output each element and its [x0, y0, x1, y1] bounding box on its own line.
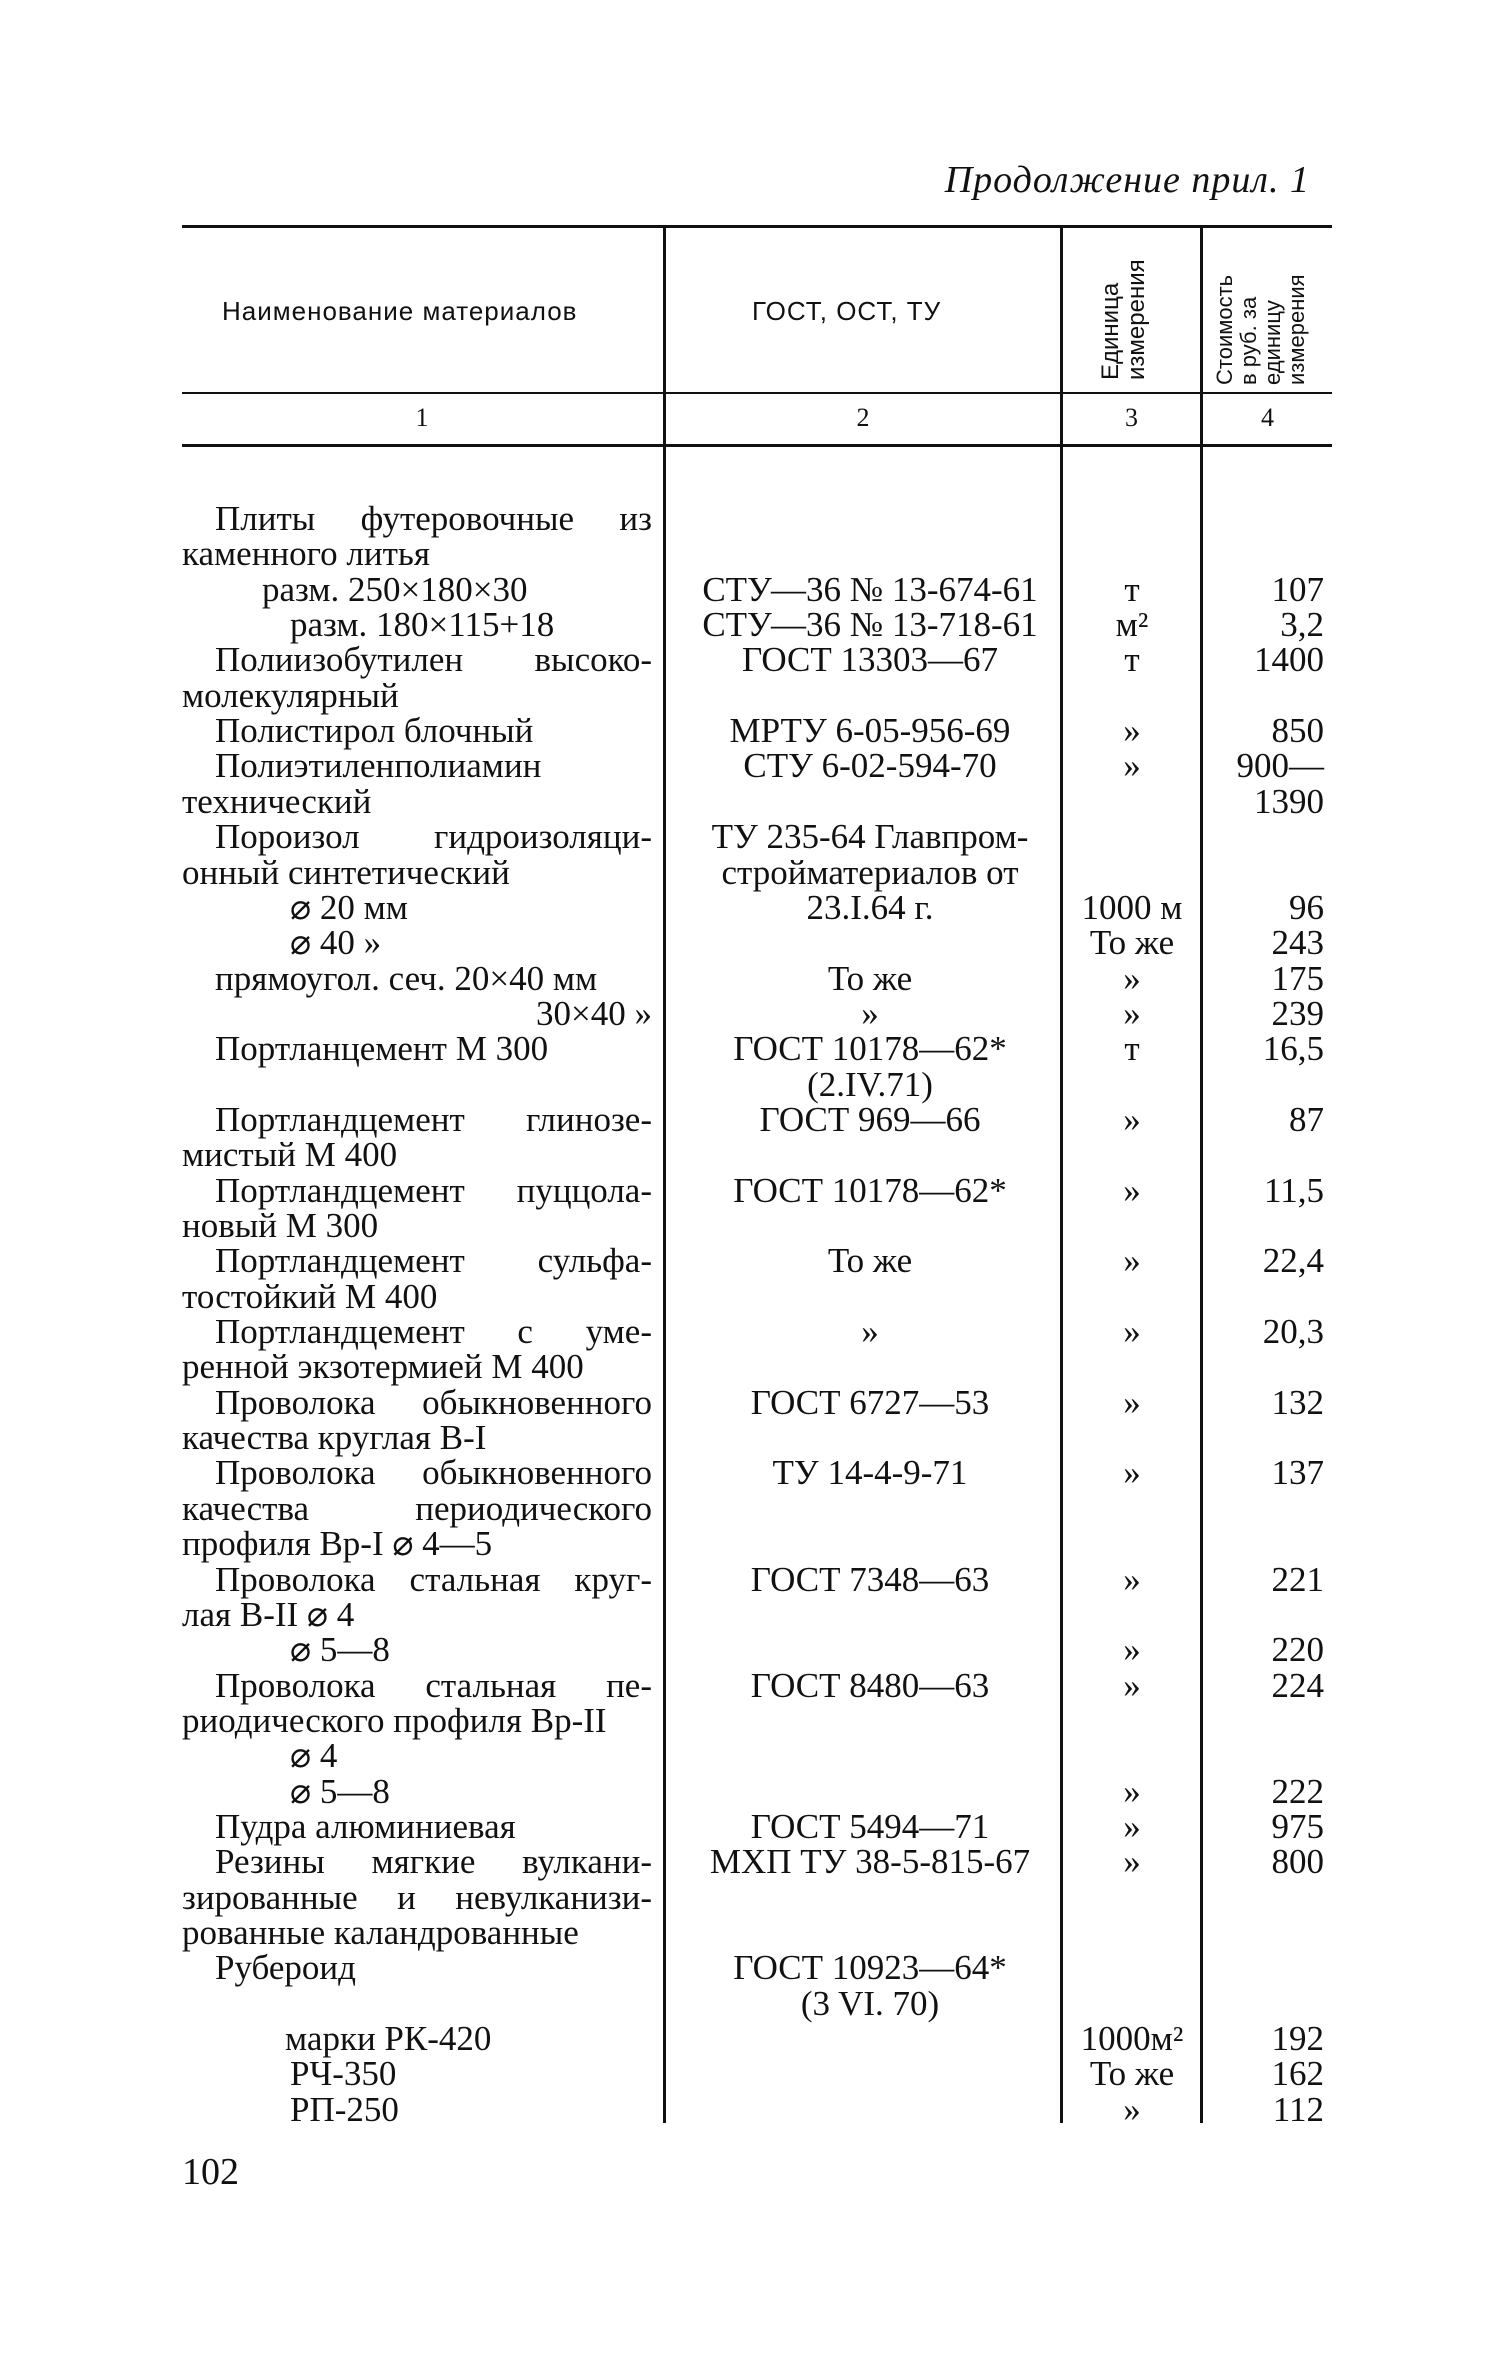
- standard-code: »: [861, 1312, 879, 1352]
- standard-code: МРТУ 6-05-956-69: [729, 711, 1011, 751]
- standard-code: ГОСТ 969—66: [759, 1099, 981, 1139]
- material-name: ренной экзотермией М 400: [182, 1347, 584, 1387]
- unit-of-measure: »: [1123, 1241, 1141, 1281]
- material-name: молекулярный: [182, 675, 399, 715]
- material-name: технический: [182, 781, 372, 821]
- unit-price: 175: [1271, 958, 1324, 998]
- unit-of-measure: т: [1124, 640, 1140, 680]
- material-name: Портландцемент сульфа-: [215, 1241, 652, 1281]
- standard-code: стройматериалов от: [721, 852, 1019, 892]
- standard-code: СТУ—36 № 13-674-61: [702, 569, 1038, 609]
- material-name: лая В-II ⌀ 4: [182, 1594, 355, 1634]
- unit-of-measure: »: [1123, 1382, 1141, 1422]
- standard-code: ТУ 235-64 Главпром-: [711, 817, 1029, 857]
- unit-price: 112: [1272, 2089, 1324, 2129]
- standard-code: МХП ТУ 38-5-815-67: [709, 1842, 1031, 1882]
- standard-code: ГОСТ 10923—64*: [733, 1948, 1007, 1988]
- material-name: Резины мягкие вулкани-: [215, 1842, 652, 1882]
- column-number-3: 3: [1125, 403, 1138, 432]
- material-name: ⌀ 20 мм: [290, 887, 408, 927]
- unit-price: 975: [1271, 1806, 1324, 1846]
- material-name: Портланцемент М 300: [215, 1029, 549, 1069]
- standard-code: 23.I.64 г.: [806, 887, 934, 927]
- header-col-price: Стоимость в руб. за единицу измерения: [1212, 274, 1309, 385]
- material-name: марки РК-420: [285, 2019, 492, 2059]
- continuation-label: Продолжение прил. 1: [944, 159, 1310, 201]
- standard-code: СТУ—36 № 13-718-61: [702, 605, 1038, 645]
- material-name: Проволока обыкновенного: [215, 1453, 652, 1493]
- unit-of-measure: »: [1123, 2089, 1141, 2129]
- unit-price: 3,2: [1280, 605, 1324, 645]
- material-name: Проволока обыкновенного: [215, 1382, 652, 1422]
- material-name: ⌀ 40 »: [290, 923, 382, 963]
- material-name: мистый М 400: [182, 1135, 398, 1175]
- unit-price: 16,5: [1262, 1029, 1324, 1069]
- standard-code: (3 VI. 70): [800, 1983, 940, 2023]
- material-name: каменного литья: [182, 534, 430, 574]
- unit-price: 137: [1271, 1453, 1324, 1493]
- unit-price: 107: [1271, 569, 1324, 609]
- unit-price: 22,4: [1262, 1241, 1324, 1281]
- unit-of-measure: т: [1124, 569, 1140, 609]
- unit-price: 222: [1271, 1771, 1324, 1811]
- unit-price: 239: [1271, 993, 1324, 1033]
- material-name: разм. 180×115+18: [290, 605, 555, 645]
- standard-code: ТУ 14-4-9-71: [772, 1453, 968, 1493]
- standard-code: То же: [827, 1241, 913, 1281]
- unit-of-measure: »: [1123, 1453, 1141, 1493]
- unit-of-measure: »: [1123, 1806, 1141, 1846]
- material-name: риодического профиля Вр-II: [182, 1700, 607, 1740]
- material-name: РП-250: [290, 2089, 399, 2129]
- standard-code: ГОСТ 10178—62*: [733, 1029, 1007, 1069]
- column-divider-1: [663, 228, 666, 2123]
- material-name: зированные и невулканизи-: [182, 1877, 652, 1917]
- unit-of-measure: »: [1123, 1170, 1141, 1210]
- unit-price: 900—: [1236, 746, 1324, 786]
- material-name: тостойкий М 400: [182, 1276, 438, 1316]
- unit-of-measure: »: [1123, 993, 1141, 1033]
- unit-of-measure: »: [1123, 1771, 1141, 1811]
- unit-of-measure: т: [1124, 1029, 1140, 1069]
- standard-code: ГОСТ 7348—63: [750, 1559, 990, 1599]
- material-name: новый М 300: [182, 1206, 379, 1245]
- unit-price: 243: [1271, 923, 1324, 963]
- material-name: РЧ-350: [290, 2054, 397, 2094]
- material-name: качества круглая В-I: [182, 1418, 487, 1458]
- unit-price: 132: [1271, 1382, 1324, 1422]
- unit-price: 850: [1271, 711, 1324, 751]
- header-col-name: Наименование материалов: [222, 296, 578, 326]
- unit-price: 220: [1271, 1630, 1324, 1670]
- unit-price: 11,5: [1264, 1170, 1324, 1210]
- standard-code: ГОСТ 8480—63: [750, 1665, 990, 1705]
- standard-code: СТУ 6-02-594-70: [743, 746, 997, 786]
- material-name: рованные каландрованные: [182, 1913, 579, 1952]
- unit-of-measure: »: [1123, 711, 1141, 751]
- column-divider-3: [1200, 228, 1203, 2123]
- table-top-rule: [182, 225, 1332, 228]
- unit-of-measure: »: [1123, 1665, 1141, 1705]
- material-name: Пудра алюминиевая: [215, 1806, 516, 1846]
- unit-price: 224: [1271, 1665, 1324, 1705]
- material-name: 30×40 »: [536, 993, 652, 1033]
- material-name: ⌀ 4: [290, 1736, 338, 1776]
- standard-code: ГОСТ 13303—67: [741, 640, 999, 680]
- material-name: Портландцемент пуццола-: [215, 1170, 652, 1210]
- unit-price: 96: [1289, 887, 1324, 927]
- unit-of-measure: То же: [1089, 923, 1175, 963]
- material-name: Полистирол блочный: [215, 711, 534, 751]
- material-name: Портландцемент глинозе-: [215, 1099, 652, 1139]
- header-divider: [182, 392, 1332, 394]
- material-name: Проволока стальная круг-: [215, 1559, 652, 1599]
- material-name: Портландцемент с уме-: [215, 1312, 652, 1352]
- material-name: профиля Вр-I ⌀ 4—5: [182, 1524, 493, 1564]
- column-number-1: 1: [415, 403, 429, 432]
- material-name: Пороизол гидроизоляци-: [215, 817, 652, 857]
- unit-of-measure: »: [1123, 746, 1141, 786]
- standard-code: ГОСТ 5494—71: [750, 1806, 990, 1846]
- unit-price: 87: [1289, 1099, 1324, 1139]
- material-name: Проволока стальная пе-: [215, 1665, 652, 1705]
- unit-price: 800: [1271, 1842, 1324, 1882]
- header-col-standard: ГОСТ, ОСТ, ТУ: [752, 296, 942, 326]
- standard-code: »: [861, 993, 879, 1033]
- standard-code: (2.IV.71): [807, 1064, 933, 1104]
- column-number-2: 2: [856, 403, 870, 432]
- unit-of-measure: »: [1123, 958, 1141, 998]
- unit-of-measure: »: [1123, 1842, 1141, 1882]
- material-name: прямоугол. сеч. 20×40 мм: [215, 958, 598, 998]
- material-name: разм. 250×180×30: [262, 569, 528, 609]
- standard-code: ГОСТ 10178—62*: [733, 1170, 1007, 1210]
- unit-of-measure: »: [1123, 1559, 1141, 1599]
- unit-of-measure: »: [1123, 1099, 1141, 1139]
- column-number-divider: [182, 444, 1332, 447]
- unit-of-measure: »: [1123, 1312, 1141, 1352]
- unit-of-measure: м²: [1115, 605, 1149, 645]
- material-name: онный синтетический: [182, 852, 510, 892]
- unit-price: 1390: [1254, 781, 1324, 821]
- material-name: ⌀ 5—8: [290, 1771, 390, 1811]
- header-col-unit: Единица измерения: [1097, 259, 1150, 380]
- unit-of-measure: 1000м²: [1080, 2019, 1184, 2059]
- column-number-4: 4: [1261, 403, 1274, 432]
- material-name: ⌀ 5—8: [290, 1630, 390, 1670]
- page-number: 102: [182, 2151, 239, 2193]
- unit-of-measure: »: [1123, 1630, 1141, 1670]
- material-name: Полиэтиленполиамин: [215, 746, 542, 786]
- unit-price: 192: [1271, 2019, 1324, 2059]
- unit-of-measure: 1000 м: [1081, 887, 1183, 927]
- material-name: Плиты футеровочные из: [215, 499, 652, 538]
- unit-price: 162: [1271, 2054, 1324, 2094]
- unit-price: 20,3: [1262, 1312, 1324, 1352]
- standard-code: ГОСТ 6727—53: [750, 1382, 990, 1422]
- material-name: качества периодического: [182, 1488, 652, 1528]
- unit-of-measure: То же: [1089, 2054, 1175, 2094]
- unit-price: 221: [1271, 1559, 1324, 1599]
- material-name: Рубероид: [215, 1948, 356, 1988]
- material-name: Полиизобутилен высоко-: [215, 640, 652, 680]
- unit-price: 1400: [1254, 640, 1324, 680]
- standard-code: То же: [827, 958, 913, 998]
